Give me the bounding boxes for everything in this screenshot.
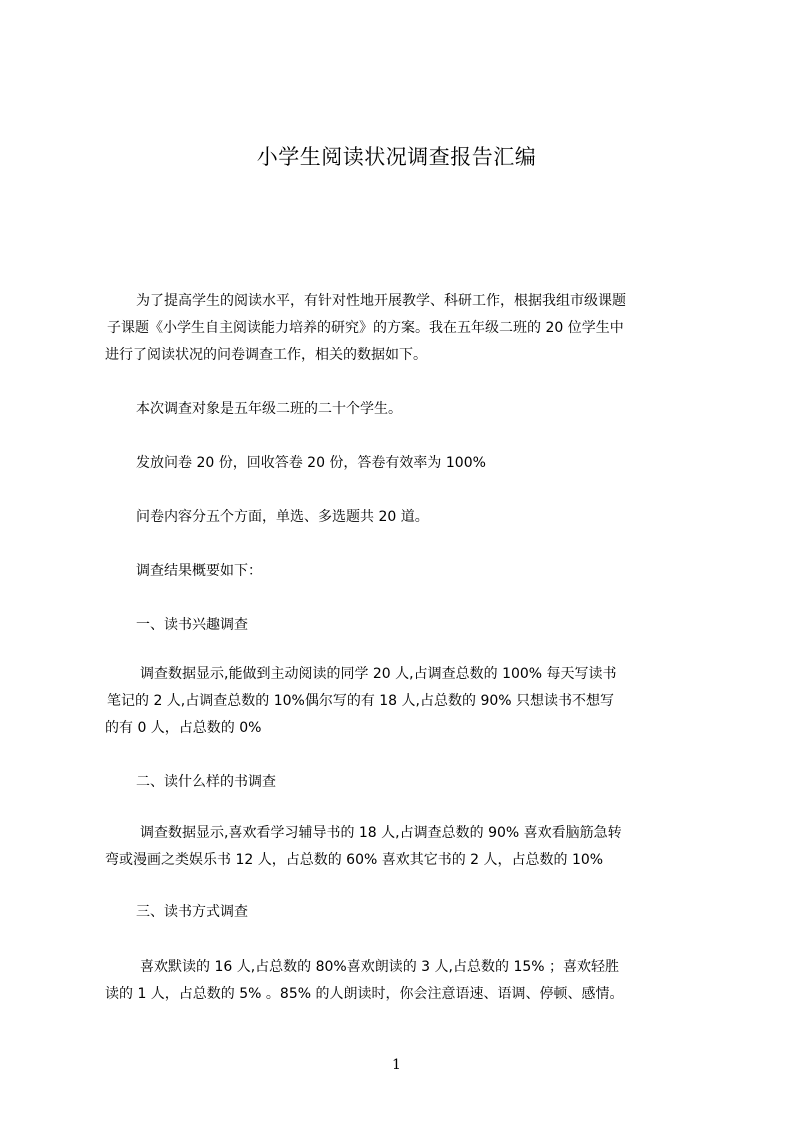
section-heading-text: 三、读书方式调查 [136, 904, 248, 920]
intro-line: 为了提高学生的阅读水平，有针对性地开展教学、科研工作，根据我组市级课题 [136, 293, 626, 309]
section-paragraph [105, 820, 705, 874]
intro-paragraph [105, 288, 705, 369]
section-heading-text: 一、读书兴趣调查 [136, 617, 248, 633]
section-line: 笔记的 2 人,占调查总数的 10%偶尔写的有 18 人,占总数的 90% 只想读书不想写 [107, 693, 615, 709]
survey-subject-paragraph [105, 396, 705, 423]
content-paragraph [105, 504, 705, 531]
section-line: 的有 0 人，占总数的 0% [105, 720, 262, 736]
summary-intro-paragraph [105, 558, 705, 585]
distribution-paragraph [105, 450, 705, 477]
section-line: 弯或漫画之类娱乐书 12 人，占总数的 60% 喜欢其它书的 2 人，占总数的 10% [105, 852, 604, 868]
distribution-text: 发放问卷 20 份，回收答卷 20 份，答卷有效率为 100% [136, 455, 486, 471]
document-title: 小学生阅读状况调查报告汇编 [256, 145, 537, 169]
section-heading [105, 612, 705, 639]
summary-intro-text: 调查结果概要如下： [136, 563, 262, 579]
page-number: 1 [392, 1057, 401, 1073]
intro-line: 子课题《小学生自主阅读能力培养的研究》的方案。我在五年级二班的 20 位学生中 [107, 320, 624, 336]
section-paragraph [105, 954, 705, 1008]
section-heading [105, 769, 705, 796]
content-text: 问卷内容分五个方面，单选、多选题共 20 道。 [136, 509, 429, 525]
survey-subject-text: 本次调查对象是五年级二班的二十个学生。 [136, 401, 402, 417]
section-line: 读的 1 人，占总数的 5% 。85% 的人朗读时，你会注意语速、语调、停顿、感情。 [105, 986, 624, 1002]
section-heading-text: 二、读什么样的书调查 [136, 774, 276, 790]
section-line: 喜欢默读的 16 人,占总数的 80%喜欢朗读的 3 人,占总数的 15% ；喜欢轻胜 [140, 959, 620, 975]
section-heading [105, 899, 705, 926]
intro-line: 进行了阅读状况的问卷调查工作，相关的数据如下。 [105, 347, 427, 363]
section-paragraph [105, 661, 705, 742]
section-line: 调查数据显示,能做到主动阅读的同学 20 人,占调查总数的 100% 每天写读书 [140, 666, 617, 682]
section-line: 调查数据显示,喜欢看学习辅导书的 18 人,占调查总数的 90% 喜欢看脑筋急转 [140, 825, 622, 841]
